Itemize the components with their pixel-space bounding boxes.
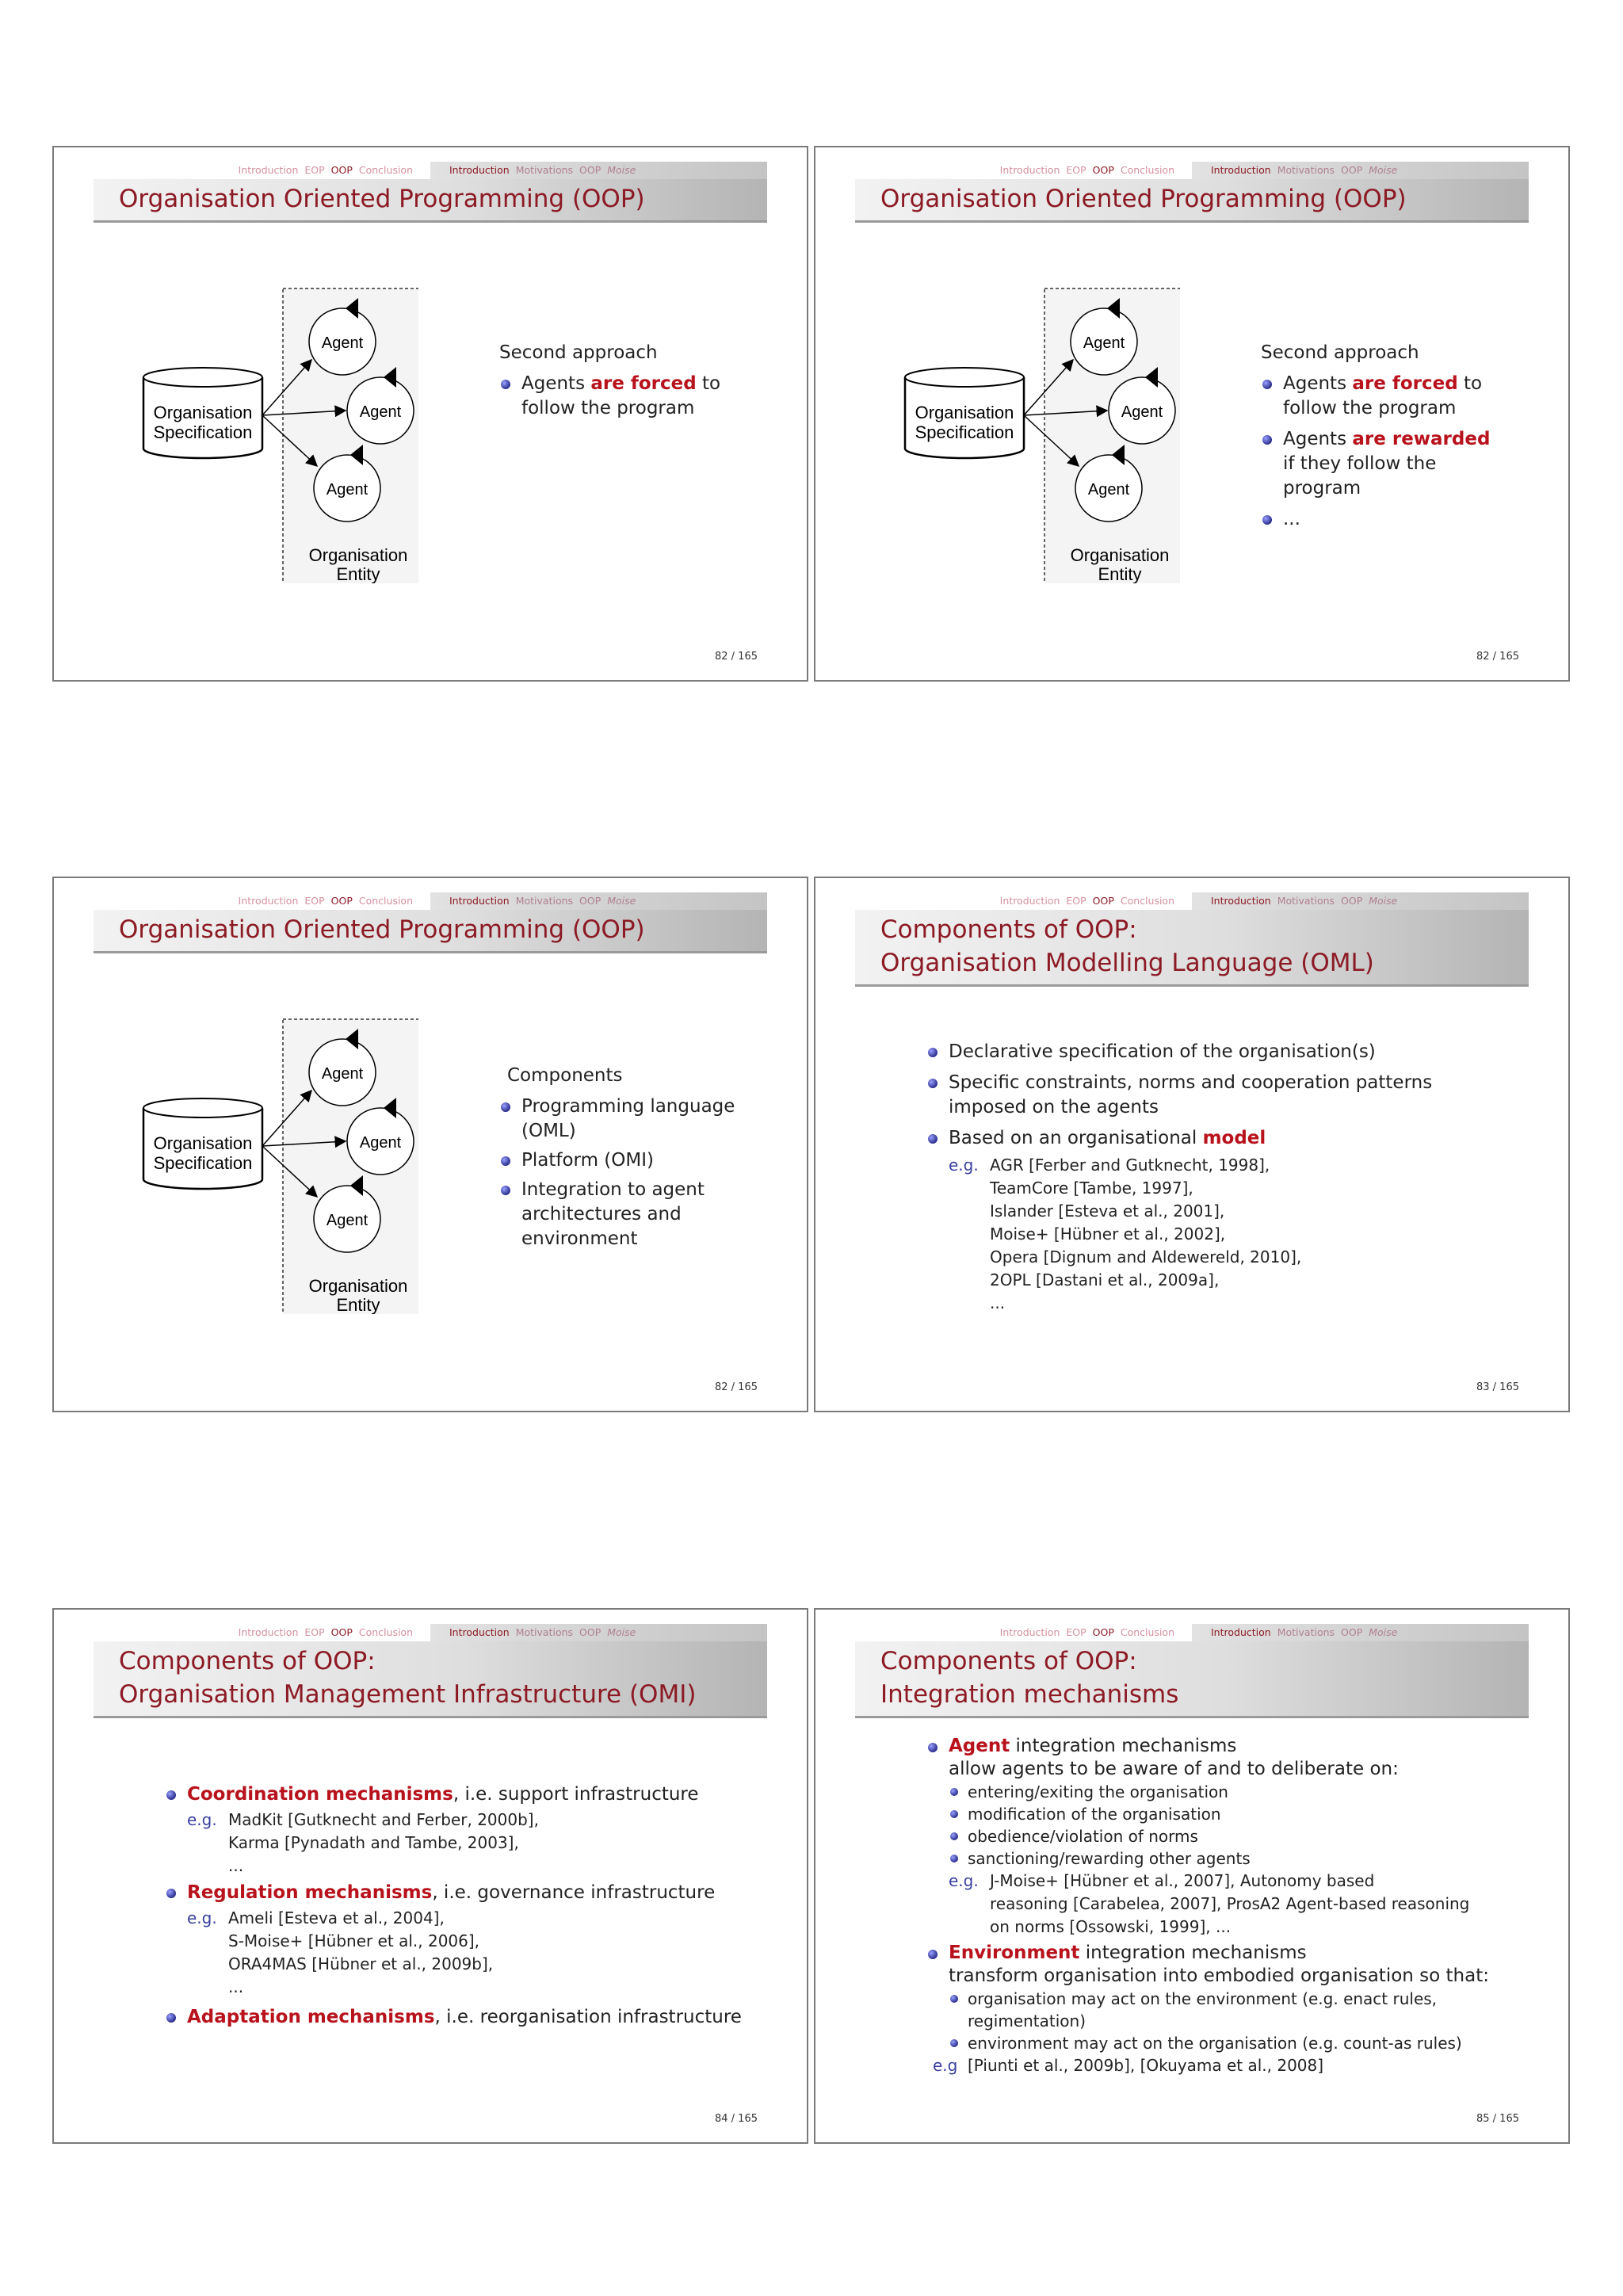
agent-label: Agent <box>359 1134 402 1152</box>
approach-heading: Second approach <box>499 342 658 363</box>
slide-3 <box>52 877 808 1412</box>
agent-label: Agent <box>1083 334 1125 352</box>
sub-bullet: modification of the organisation <box>926 1803 1545 1825</box>
nav-subsections <box>430 1624 767 1641</box>
page-number: 84 / 165 <box>715 2113 758 2125</box>
agent-label: Agent <box>326 481 369 499</box>
nav-sub-introduction[interactable]: Introduction <box>1211 164 1271 176</box>
svg-text:Entity: Entity <box>1098 564 1142 583</box>
svg-text:Organisation: Organisation <box>153 403 253 422</box>
nav-sub-moise[interactable]: Moise <box>607 1626 636 1638</box>
nav-link-introduction[interactable]: Introduction <box>999 895 1060 907</box>
sub-bullet: organisation may act on the environment (e.g. enact rules, regimentation) <box>926 1988 1545 2032</box>
svg-text:Entity: Entity <box>336 564 380 583</box>
nav-link-oop[interactable]: OOP <box>330 1626 353 1638</box>
svg-text:Organisation: Organisation <box>915 403 1014 422</box>
spec-cylinder <box>905 368 1024 458</box>
page-number: 82 / 165 <box>715 651 758 663</box>
nav-link-introduction[interactable]: Introduction <box>999 1626 1060 1638</box>
svg-text:Organisation: Organisation <box>153 1133 253 1153</box>
nav-link-oop[interactable]: OOP <box>330 164 353 176</box>
example-list: e.g. Ameli [Esteva et al., 2004], S-Moise+ [Hübner et al., 2006], ORA4MAS [Hübner et al., 2009b], ... <box>187 1908 494 1996</box>
nav-sub-introduction[interactable]: Introduction <box>449 164 510 176</box>
nav-link-conclusion[interactable]: Conclusion <box>1120 895 1174 907</box>
slide-body <box>926 1735 1545 2077</box>
nav-link-conclusion[interactable]: Conclusion <box>358 164 413 176</box>
bullet: Agent integration mechanisms <box>926 1735 1545 1758</box>
svg-text:Specification: Specification <box>915 422 1014 442</box>
page-number: 82 / 165 <box>1476 651 1519 663</box>
bullet: ... <box>1261 507 1499 532</box>
bullet: Agents are rewarded if they follow the program <box>1261 427 1499 501</box>
agent-label: Agent <box>321 334 364 352</box>
nav-subsections <box>430 892 767 910</box>
bullet: Programming language (OML) <box>499 1095 737 1144</box>
nav-link-eop[interactable]: EOP <box>1066 895 1086 907</box>
nav-sub-oop[interactable]: OOP <box>579 164 601 176</box>
entity-label: Organisation <box>308 545 408 565</box>
agent-label: Agent <box>321 1065 364 1083</box>
nav-link-introduction[interactable]: Introduction <box>238 1626 299 1638</box>
svg-text:Specification: Specification <box>153 1153 253 1173</box>
nav-link-conclusion[interactable]: Conclusion <box>358 895 413 907</box>
components-heading: Components <box>507 1065 623 1086</box>
bullet: Specific constraints, norms and cooperation patterns imposed on the agents <box>926 1071 1497 1120</box>
spec-cylinder <box>143 368 262 458</box>
nav-link-introduction[interactable]: Introduction <box>999 164 1060 176</box>
slide-2 <box>814 146 1570 682</box>
bullet-continuation: allow agents to be aware of and to deliberate on: <box>949 1759 1399 1779</box>
nav-sub-introduction[interactable]: Introduction <box>449 1626 510 1638</box>
slide-5 <box>52 1608 808 2144</box>
nav-sections <box>94 162 430 179</box>
nav-subsections <box>1192 892 1529 910</box>
agent-label: Agent <box>1121 403 1163 421</box>
nav-sub-moise[interactable]: Moise <box>607 895 636 907</box>
bullet: Agents are forced to follow the program <box>1261 372 1499 421</box>
nav-sub-motivations[interactable]: Motivations <box>515 895 574 907</box>
bullet: Declarative specification of the organisation(s) <box>926 1040 1497 1064</box>
bullet: Based on an organisational model <box>926 1126 1497 1151</box>
nav-bar <box>94 162 767 179</box>
nav-sub-introduction[interactable]: Introduction <box>449 895 510 907</box>
slide-title: Organisation Oriented Programming (OOP) <box>94 179 767 223</box>
spec-cylinder <box>143 1098 262 1189</box>
nav-link-conclusion[interactable]: Conclusion <box>358 1626 413 1638</box>
slide-body <box>499 341 737 421</box>
organisation-diagram <box>133 997 418 1314</box>
nav-link-eop[interactable]: EOP <box>304 895 325 907</box>
page-number: 83 / 165 <box>1476 1381 1519 1393</box>
nav-sub-introduction[interactable]: Introduction <box>1211 1626 1271 1638</box>
nav-bar <box>855 1624 1529 1641</box>
nav-sections <box>855 1624 1192 1641</box>
sub-bullet: entering/exiting the organisation <box>926 1781 1545 1803</box>
nav-subsections <box>1192 1624 1529 1641</box>
slide-title: Organisation Oriented Programming (OOP) <box>855 179 1529 223</box>
bullet: Platform (OMI) <box>499 1148 737 1173</box>
entity-label: Organisation <box>1070 545 1170 565</box>
example-list: e.g. J-Moise+ [Hübner et al., 2007], Autonomy based reasoning [Carabelea, 2007], ProsA2 Agent-based reasoning on norms [Ossowski, 1999], ... <box>949 1871 1470 1936</box>
slide-4 <box>814 877 1570 1412</box>
bullet-continuation: transform organisation into embodied organisation so that: <box>949 1966 1489 1986</box>
nav-bar <box>855 162 1529 179</box>
nav-link-conclusion[interactable]: Conclusion <box>1120 164 1174 176</box>
nav-sub-oop[interactable]: OOP <box>1341 1626 1363 1638</box>
agent-label: Agent <box>1087 481 1130 499</box>
nav-link-eop[interactable]: EOP <box>304 164 325 176</box>
nav-link-eop[interactable]: EOP <box>1066 1626 1086 1638</box>
nav-sub-moise[interactable]: Moise <box>607 164 636 176</box>
nav-sub-motivations[interactable]: Motivations <box>1277 164 1335 176</box>
slide-body <box>1261 341 1499 532</box>
slide-title: Components of OOP: Organisation Modelling Language (OML) <box>855 910 1529 987</box>
nav-sub-moise[interactable]: Moise <box>1369 895 1398 907</box>
nav-sub-oop[interactable]: OOP <box>1341 895 1363 907</box>
nav-link-oop[interactable]: OOP <box>1092 895 1114 907</box>
nav-sub-introduction[interactable]: Introduction <box>1211 895 1271 907</box>
slide-title: Components of OOP: Integration mechanisms <box>855 1641 1529 1718</box>
nav-subsections <box>430 162 767 179</box>
nav-bar <box>94 892 767 910</box>
bullet: Agents are forced to follow the program <box>499 372 737 421</box>
nav-bar <box>855 892 1529 910</box>
nav-sub-moise[interactable]: Moise <box>1369 1626 1398 1638</box>
nav-sections <box>94 892 430 910</box>
bullet: Environment integration mechanisms <box>926 1942 1545 1965</box>
slide-body <box>499 1064 737 1251</box>
agent-label: Agent <box>359 403 402 421</box>
nav-sub-motivations[interactable]: Motivations <box>515 1626 574 1638</box>
nav-link-eop[interactable]: EOP <box>1066 164 1086 176</box>
bullet: Integration to agent architectures and environment <box>499 1178 737 1251</box>
nav-sub-motivations[interactable]: Motivations <box>1277 895 1335 907</box>
page-number: 85 / 165 <box>1476 2113 1519 2125</box>
nav-sub-oop[interactable]: OOP <box>579 1626 601 1638</box>
slide-body <box>165 1782 767 2030</box>
bullet: Coordination mechanisms, i.e. support infrastructure <box>165 1782 767 1807</box>
nav-sub-moise[interactable]: Moise <box>1369 164 1398 176</box>
example-list: e.g. AGR [Ferber and Gutknecht, 1998], TeamCore [Tambe, 1997], Islander [Esteva et al., 2001], Moise+ [Hübner et al., 2002], Opera [Dignum and Aldewereld, 2010], 2OPL [Dastani et al., 2009a], ... <box>949 1156 1302 1312</box>
nav-sub-motivations[interactable]: Motivations <box>1277 1626 1335 1638</box>
nav-link-oop[interactable]: OOP <box>1092 1626 1114 1638</box>
slide-title: Components of OOP: Organisation Management Infrastructure (OMI) <box>94 1641 767 1718</box>
organisation-diagram <box>895 266 1180 583</box>
agent-label: Agent <box>326 1212 369 1229</box>
page-number: 82 / 165 <box>715 1381 758 1393</box>
bullet: Regulation mechanisms, i.e. governance infrastructure <box>165 1881 767 1905</box>
sub-bullet: environment may act on the organisation (e.g. count-as rules) <box>926 2032 1545 2054</box>
svg-text:Specification: Specification <box>153 422 253 442</box>
nav-link-conclusion[interactable]: Conclusion <box>1120 1626 1174 1638</box>
bullet: Adaptation mechanisms, i.e. reorganisation infrastructure <box>165 2005 767 2030</box>
slide-body <box>926 1040 1497 1315</box>
nav-sections <box>855 892 1192 910</box>
organisation-diagram <box>133 266 418 583</box>
slide-6 <box>814 1608 1570 2144</box>
nav-sections <box>855 162 1192 179</box>
example-list: e.g [Piunti et al., 2009b], [Okuyama et al., 2008] <box>933 2056 1324 2075</box>
nav-subsections <box>1192 162 1529 179</box>
svg-text:Entity: Entity <box>336 1295 380 1314</box>
nav-link-eop[interactable]: EOP <box>304 1626 325 1638</box>
nav-sub-oop[interactable]: OOP <box>1341 164 1363 176</box>
nav-link-introduction[interactable]: Introduction <box>238 164 299 176</box>
nav-link-oop[interactable]: OOP <box>1092 164 1114 176</box>
nav-sub-oop[interactable]: OOP <box>579 895 601 907</box>
nav-sections <box>94 1624 430 1641</box>
slide-title: Organisation Oriented Programming (OOP) <box>94 910 767 953</box>
nav-sub-motivations[interactable]: Motivations <box>515 164 574 176</box>
nav-link-introduction[interactable]: Introduction <box>238 895 299 907</box>
sub-bullet: obedience/violation of norms <box>926 1825 1545 1847</box>
nav-link-oop[interactable]: OOP <box>330 895 353 907</box>
slide-1 <box>52 146 808 682</box>
example-list: e.g. MadKit [Gutknecht and Ferber, 2000b], Karma [Pynadath and Tambe, 2003], ... <box>187 1810 539 1875</box>
entity-label: Organisation <box>308 1276 408 1296</box>
approach-heading: Second approach <box>1261 342 1419 363</box>
nav-bar <box>94 1624 767 1641</box>
sub-bullet: sanctioning/rewarding other agents <box>926 1847 1545 1870</box>
